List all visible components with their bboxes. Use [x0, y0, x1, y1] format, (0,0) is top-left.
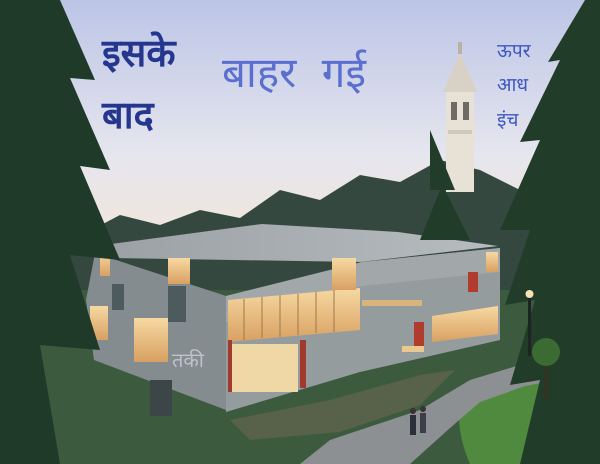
- caption-side-3: इंच: [497, 109, 519, 131]
- caption-side-1: ऊपर: [497, 40, 531, 62]
- caption-side-2: आध: [497, 74, 529, 96]
- caption-line-2: बाद: [102, 93, 154, 137]
- building-sign: तकी: [172, 348, 204, 372]
- caption-line-3: बाहर गई: [222, 48, 366, 97]
- caption-line-1: इसके: [102, 31, 176, 75]
